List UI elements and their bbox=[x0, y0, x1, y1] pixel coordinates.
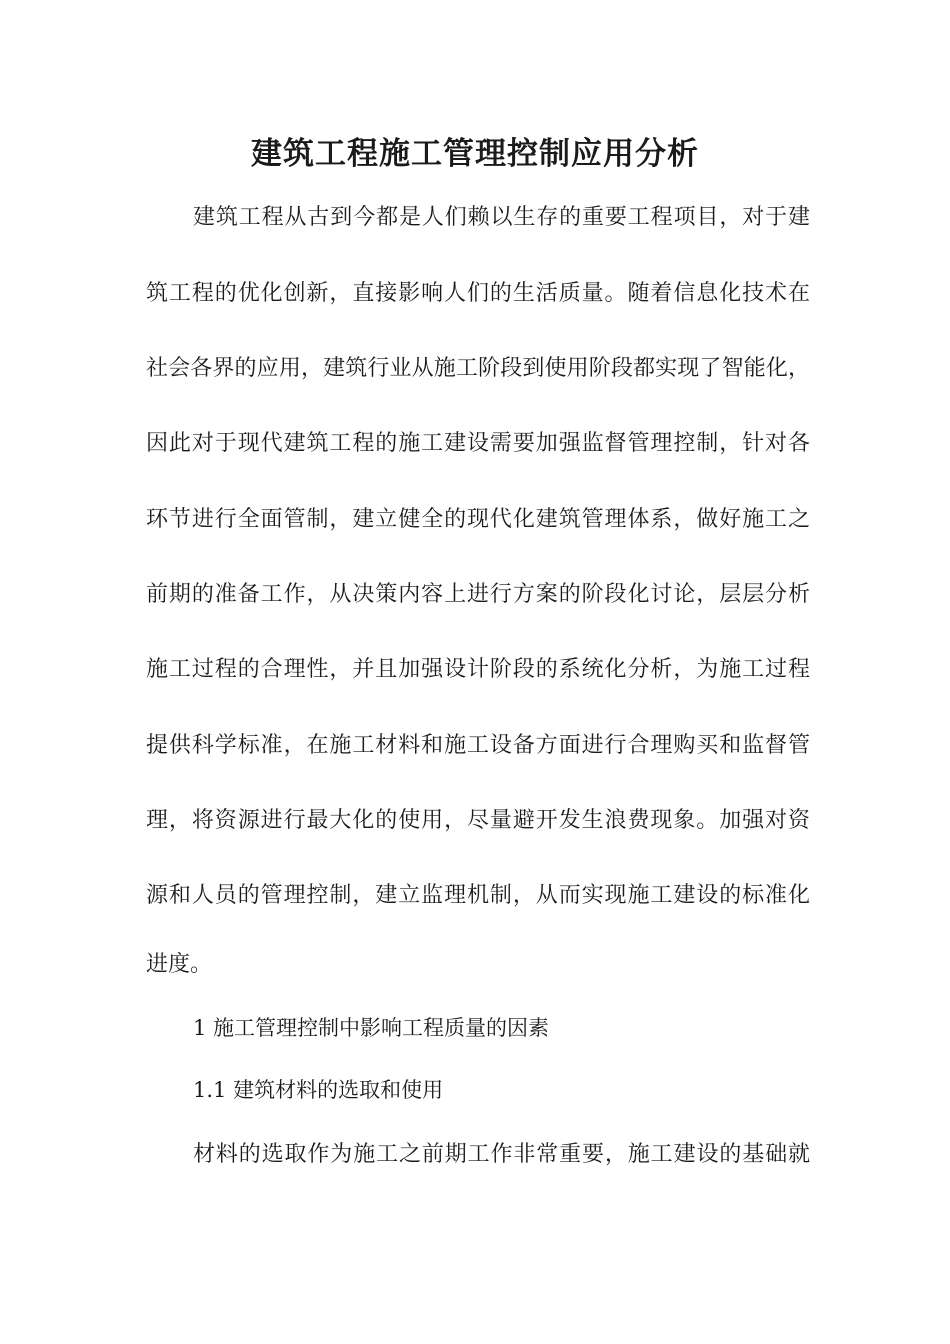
intro-line-6: 前期的准备工作，从决策内容上进行方案的阶段化讨论，层层分析 bbox=[146, 582, 810, 607]
intro-line-7: 施工过程的合理性，并且加强设计阶段的系统化分析，为施工过程 bbox=[146, 657, 810, 682]
intro-line-9: 理，将资源进行最大化的使用，尽量避开发生浪费现象。加强对资 bbox=[146, 808, 810, 833]
section-1-heading: 1 施工管理控制中影响工程质量的因素 bbox=[193, 1016, 550, 1040]
intro-line-4: 因此对于现代建筑工程的施工建设需要加强监督管理控制，针对各 bbox=[146, 431, 810, 456]
intro-line-11: 进度。 bbox=[146, 952, 213, 977]
intro-line-1: 建筑工程从古到今都是人们赖以生存的重要工程项目，对于建 bbox=[193, 205, 810, 230]
intro-line-2: 筑工程的优化创新，直接影响人们的生活质量。随着信息化技术在 bbox=[146, 281, 810, 306]
intro-line-5: 环节进行全面管制，建立健全的现代化建筑管理体系，做好施工之 bbox=[146, 507, 810, 532]
intro-line-3: 社会各界的应用，建筑行业从施工阶段到使用阶段都实现了智能化， bbox=[146, 356, 810, 381]
section-1-1-line-1: 材料的选取作为施工之前期工作非常重要，施工建设的基础就 bbox=[193, 1142, 810, 1167]
document-title: 建筑工程施工管理控制应用分析 bbox=[251, 136, 699, 172]
intro-line-10: 源和人员的管理控制，建立监理机制，从而实现施工建设的标准化 bbox=[146, 883, 810, 908]
section-1-1-heading: 1.1 建筑材料的选取和使用 bbox=[193, 1078, 444, 1102]
intro-line-8: 提供科学标准，在施工材料和施工设备方面进行合理购买和监督管 bbox=[146, 733, 810, 758]
